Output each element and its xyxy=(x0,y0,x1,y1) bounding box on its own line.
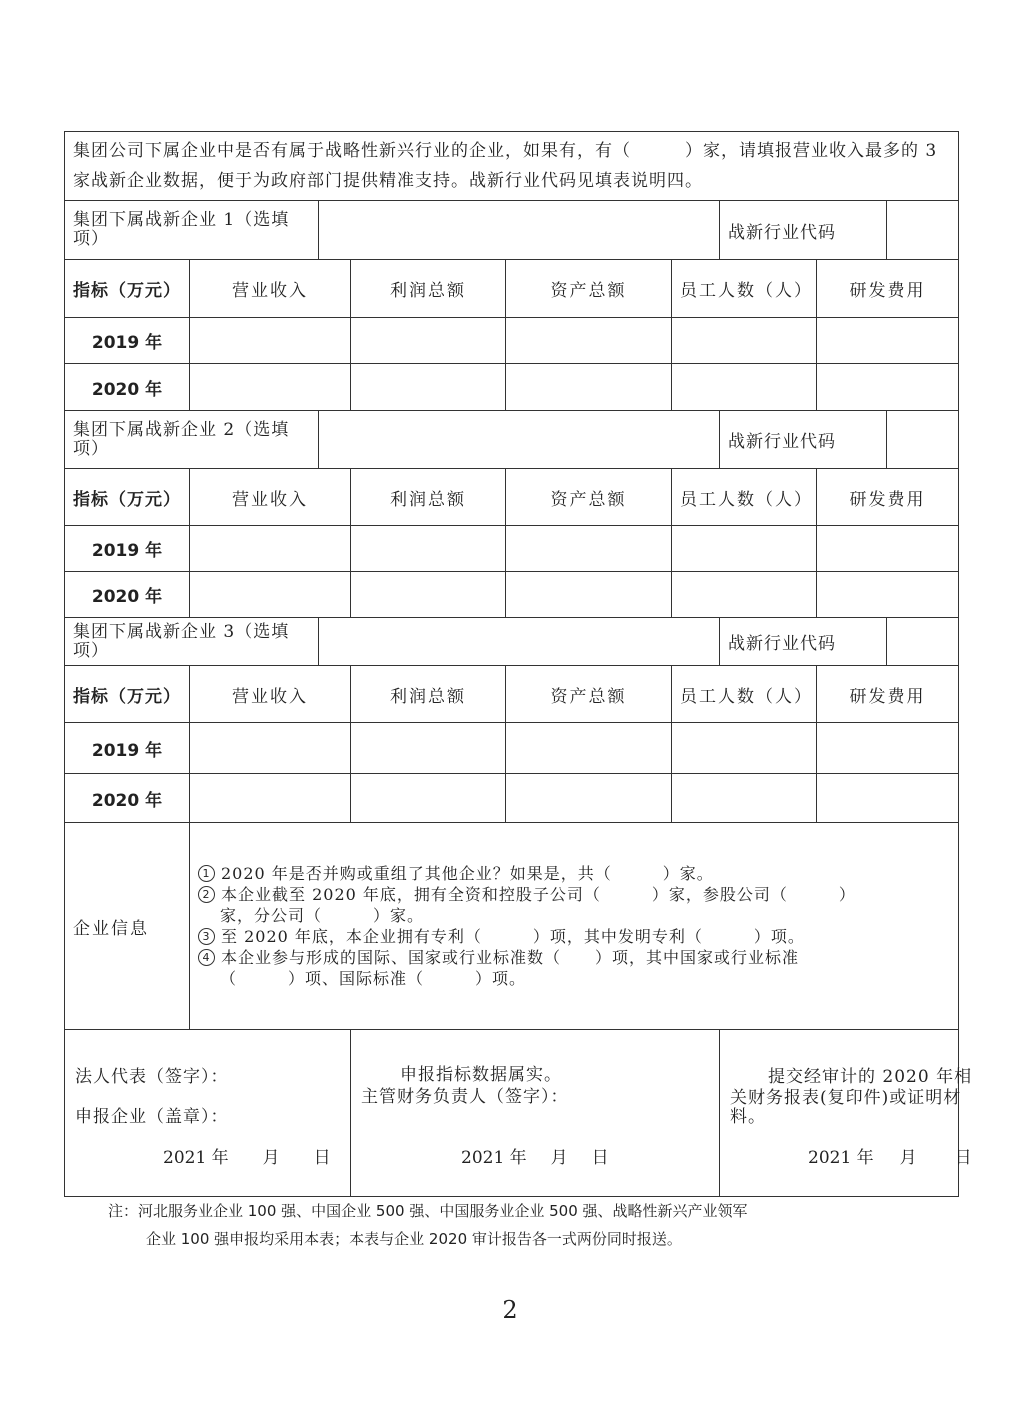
data-cell[interactable] xyxy=(817,364,959,411)
audit-text-line: 提交经审计的 2020 年相 xyxy=(768,1067,973,1087)
data-cell[interactable] xyxy=(351,774,506,823)
data-cell[interactable] xyxy=(190,774,351,823)
data-cell[interactable] xyxy=(351,526,506,572)
col-rd-header: 研发费用 xyxy=(817,469,959,526)
col-revenue-header: 营业收入 xyxy=(190,666,351,723)
audit-text-line: 关财务报表(复印件)或证明材 xyxy=(730,1088,962,1108)
year-label: 2019 年 xyxy=(65,526,190,572)
info-item-4 xyxy=(198,947,952,968)
col-revenue-header: 营业收入 xyxy=(190,469,351,526)
col-assets-header: 资产总额 xyxy=(506,666,672,723)
metric-header: 指标（万元） xyxy=(65,666,190,723)
subsidiary-1-label: 集团下属战新企业 1（选填项） xyxy=(65,201,319,260)
year-label: 2020 年 xyxy=(65,364,190,411)
subsidiary-data-form xyxy=(64,131,973,1197)
subsidiary-3-label: 集团下属战新企业 3（选填项） xyxy=(65,618,319,666)
data-cell[interactable] xyxy=(817,723,959,774)
circled-number: 2 xyxy=(198,886,215,903)
circled-number: 1 xyxy=(198,865,215,882)
date-line: 2021 年 月 日 xyxy=(163,1148,331,1168)
data-cell[interactable] xyxy=(817,774,959,823)
data-cell[interactable] xyxy=(817,572,959,618)
info-item-text: 本企业截至 2020 年底，拥有全资和控股子公司（ ）家，参股公司（ ） xyxy=(221,885,856,904)
subsidiary-2-name-field[interactable] xyxy=(319,411,720,469)
year-label: 2020 年 xyxy=(65,572,190,618)
info-item-text-continued: （ ）项、国际标准（ ）项。 xyxy=(220,969,527,988)
data-cell[interactable] xyxy=(190,526,351,572)
col-employees-header: 员工人数（人） xyxy=(672,469,817,526)
data-cell[interactable] xyxy=(190,723,351,774)
company-info-label: 企业信息 xyxy=(65,823,190,1030)
footnote xyxy=(108,1197,748,1253)
date-line: 2021 年 月 日 xyxy=(808,1148,972,1168)
data-cell[interactable] xyxy=(506,723,672,774)
data-cell[interactable] xyxy=(672,318,817,364)
data-cell[interactable] xyxy=(190,364,351,411)
industry-code-label: 战新行业代码 xyxy=(720,201,887,260)
audit-report-box[interactable] xyxy=(720,1030,973,1197)
year-label: 2019 年 xyxy=(65,318,190,364)
subsidiary-1-name-field[interactable] xyxy=(319,201,720,260)
data-cell[interactable] xyxy=(672,723,817,774)
info-item-text-continued: 家，分公司（ ）家。 xyxy=(220,906,425,925)
col-profit-header: 利润总额 xyxy=(351,666,506,723)
col-rd-header: 研发费用 xyxy=(817,666,959,723)
subsidiary-2-industry-code-field[interactable] xyxy=(887,411,959,469)
col-employees-header: 员工人数（人） xyxy=(672,260,817,318)
year-label: 2019 年 xyxy=(65,723,190,774)
data-cell[interactable] xyxy=(506,318,672,364)
year-label: 2020 年 xyxy=(65,774,190,823)
company-seal-label: 申报企业（盖章）： xyxy=(75,1107,229,1127)
industry-code-label: 战新行业代码 xyxy=(720,411,887,469)
company-info-content xyxy=(190,823,959,1030)
industry-code-label: 战新行业代码 xyxy=(720,618,887,666)
data-cell[interactable] xyxy=(190,572,351,618)
info-item-text: 本企业参与形成的国际、国家或行业标准数（ ）项，其中国家或行业标准 xyxy=(221,948,800,967)
data-cell[interactable] xyxy=(506,364,672,411)
audit-text-line: 料。 xyxy=(730,1107,766,1127)
data-cell[interactable] xyxy=(672,526,817,572)
info-item-text: 2020 年是否并购或重组了其他企业？如果是，共（ ）家。 xyxy=(221,864,714,883)
col-employees-header: 员工人数（人） xyxy=(672,666,817,723)
metric-header: 指标（万元） xyxy=(65,469,190,526)
col-revenue-header: 营业收入 xyxy=(190,260,351,318)
date-line: 2021 年 月 日 xyxy=(461,1148,609,1168)
data-cell[interactable] xyxy=(351,572,506,618)
subsidiary-2-label: 集团下属战新企业 2（选填项） xyxy=(65,411,319,469)
col-profit-header: 利润总额 xyxy=(351,469,506,526)
footnote-line-1: 注：河北服务业企业 100 强、中国企业 500 强、中国服务业企业 500 强、战略性新兴产业领军 xyxy=(108,1202,748,1220)
finance-head-signature-box[interactable] xyxy=(351,1030,720,1197)
subsidiary-3-name-field[interactable] xyxy=(319,618,720,666)
info-item-1 xyxy=(198,863,952,884)
info-item-3 xyxy=(198,926,952,947)
metric-header: 指标（万元） xyxy=(65,260,190,318)
data-cell[interactable] xyxy=(351,364,506,411)
data-cell[interactable] xyxy=(506,572,672,618)
circled-number: 4 xyxy=(198,949,215,966)
data-cell[interactable] xyxy=(672,364,817,411)
data-cell[interactable] xyxy=(506,774,672,823)
data-cell[interactable] xyxy=(672,774,817,823)
data-true-statement: 申报指标数据属实。 xyxy=(400,1065,562,1085)
legal-rep-label: 法人代表（签字）： xyxy=(75,1067,229,1087)
data-cell[interactable] xyxy=(817,318,959,364)
legal-rep-signature-box[interactable] xyxy=(65,1030,351,1197)
data-cell[interactable] xyxy=(672,572,817,618)
data-cell[interactable] xyxy=(817,526,959,572)
col-profit-header: 利润总额 xyxy=(351,260,506,318)
finance-head-label: 主管财务负责人（签字）： xyxy=(361,1087,569,1107)
page-number: 2 xyxy=(502,1296,518,1324)
info-item-2 xyxy=(198,884,952,905)
info-item-text: 至 2020 年底，本企业拥有专利（ ）项，其中发明专利（ ）项。 xyxy=(221,927,805,946)
col-rd-header: 研发费用 xyxy=(817,260,959,318)
col-assets-header: 资产总额 xyxy=(506,260,672,318)
data-cell[interactable] xyxy=(351,723,506,774)
data-cell[interactable] xyxy=(190,318,351,364)
intro-text: 集团公司下属企业中是否有属于战略性新兴行业的企业，如果有，有（ ）家，请填报营业收入最多的 3 家战新企业数据，便于为政府部门提供精准支持。战新行业代码见填表说明四。 xyxy=(65,132,959,201)
data-cell[interactable] xyxy=(506,526,672,572)
data-cell[interactable] xyxy=(351,318,506,364)
col-assets-header: 资产总额 xyxy=(506,469,672,526)
circled-number: 3 xyxy=(198,928,215,945)
subsidiary-1-industry-code-field[interactable] xyxy=(887,201,959,260)
subsidiary-3-industry-code-field[interactable] xyxy=(887,618,959,666)
footnote-line-2: 企业 100 强申报均采用本表；本表与企业 2020 审计报告各一式两份同时报送。 xyxy=(146,1230,682,1248)
